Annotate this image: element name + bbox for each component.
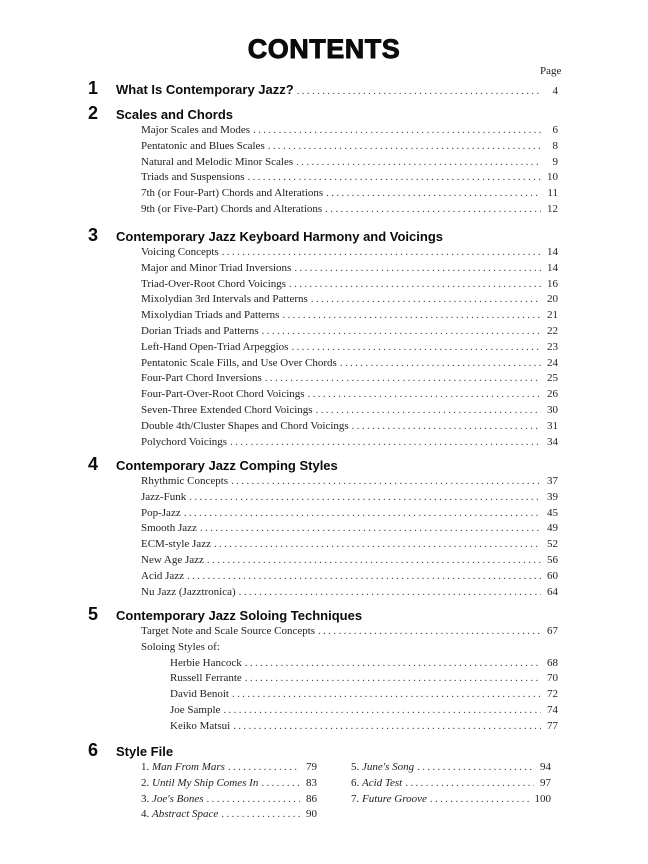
section-1 — [88, 78, 558, 98]
entry-title: Major Scales and Modes — [141, 124, 251, 136]
toc-entry[interactable] — [141, 170, 558, 186]
entry-title: Mixolydian 3rd Intervals and Patterns — [141, 293, 308, 306]
page-number: 77 — [547, 719, 558, 732]
dot-leader — [207, 553, 541, 569]
entry-title: Acid Jazz — [141, 569, 185, 582]
entry-title: Nu Jazz (Jazztronica) — [141, 585, 236, 598]
page-number: 14 — [547, 246, 558, 258]
section-items — [141, 474, 558, 600]
section-title: Contemporary Jazz Soloing Techniques — [116, 608, 363, 623]
entry-number: 7. — [351, 792, 360, 805]
page-number: 97 — [540, 776, 551, 789]
entry-title: Double 4th/Cluster Shapes and Chord Voicings — [141, 419, 349, 432]
dot-leader — [189, 490, 541, 506]
toc-entry[interactable] — [170, 703, 558, 719]
entry-title-text: Acid Test — [362, 776, 403, 789]
dot-leader — [230, 435, 541, 451]
entry-title-text: Man From Mars — [152, 761, 225, 773]
toc-entry[interactable] — [141, 807, 317, 823]
section-number: 3 — [88, 225, 99, 245]
dot-leader — [326, 186, 541, 202]
section-number: 2 — [88, 103, 99, 123]
toc-entry[interactable] — [141, 569, 558, 585]
section-title: Contemporary Jazz Comping Styles — [116, 458, 338, 473]
page-number: 39 — [547, 490, 558, 503]
toc-entry[interactable] — [141, 155, 558, 171]
entry-title — [141, 792, 204, 808]
toc-entry[interactable] — [141, 521, 558, 537]
toc-entry[interactable] — [141, 277, 558, 293]
toc-entry[interactable] — [141, 245, 558, 261]
section-6 — [88, 740, 558, 823]
page-column-label: Page — [540, 65, 562, 77]
page-number: 49 — [547, 522, 558, 535]
page-number: 74 — [547, 703, 558, 716]
page-number: 56 — [547, 553, 558, 566]
page-number: 79 — [306, 761, 317, 773]
style-file-columns — [141, 760, 558, 823]
dot-leader — [248, 170, 542, 186]
section-heading — [88, 225, 558, 245]
dot-leader — [352, 419, 541, 435]
section-heading — [88, 103, 558, 123]
entry-title: Smooth Jazz — [141, 522, 197, 535]
page-number: 16 — [547, 277, 558, 290]
toc-entry[interactable] — [141, 553, 558, 569]
entry-title-text: Abstract Space — [152, 808, 219, 821]
dot-leader — [228, 760, 300, 776]
toc-entry[interactable] — [141, 387, 558, 403]
entry-title: Pentatonic and Blues Scales — [141, 139, 265, 152]
toc-entry[interactable] — [141, 324, 558, 340]
dot-leader — [325, 202, 541, 218]
toc-entry[interactable] — [141, 506, 558, 522]
group-label: Soloing Styles of: — [141, 640, 220, 653]
dot-leader — [184, 506, 541, 522]
page-number: 70 — [547, 672, 558, 685]
section-title: Scales and Chords — [116, 107, 234, 122]
dot-leader — [245, 671, 541, 687]
entry-title: David Benoit — [170, 688, 229, 701]
dot-leader — [405, 776, 534, 792]
page-number: 37 — [547, 475, 558, 487]
entry-title: Pop-Jazz — [141, 506, 181, 519]
entry-title: Target Note and Scale Source Concepts — [141, 625, 316, 637]
dot-leader — [245, 656, 541, 672]
entry-title: Joe Sample — [170, 703, 221, 716]
toc-entry[interactable] — [141, 474, 558, 490]
page-number: 22 — [547, 324, 558, 337]
dot-leader — [265, 371, 541, 387]
toc-entry[interactable] — [141, 435, 558, 451]
page-number: 94 — [540, 761, 551, 773]
entry-title: Triad-Over-Root Chord Voicings — [141, 277, 287, 290]
dot-leader — [200, 521, 541, 537]
toc-entry[interactable] — [141, 776, 317, 792]
entry-title: Four-Part Chord Inversions — [141, 372, 262, 385]
page-title: CONTENTS — [247, 34, 401, 64]
section-title: Contemporary Jazz Keyboard Harmony and Voicings — [116, 229, 443, 244]
toc-entry[interactable] — [141, 490, 558, 506]
toc-entry[interactable] — [141, 202, 558, 218]
style-file-left-column — [141, 760, 317, 823]
page-number: 34 — [547, 435, 558, 448]
page-number: 64 — [547, 585, 558, 598]
page-number: 24 — [547, 356, 558, 369]
entry-title: Voicing Concepts — [141, 246, 219, 258]
toc-entry[interactable] — [141, 371, 558, 387]
toc-entry[interactable] — [351, 776, 551, 792]
toc-entry[interactable] — [170, 671, 558, 687]
toc-entry[interactable] — [351, 760, 551, 776]
entry-title: Triads and Suspensions — [141, 171, 245, 184]
dot-leader — [262, 324, 541, 340]
page-number: 6 — [552, 124, 558, 136]
dot-leader — [222, 245, 541, 261]
page-number: 8 — [552, 139, 558, 152]
entry-title — [141, 776, 258, 792]
page-number: 11 — [547, 187, 558, 200]
entry-title: Polychord Voicings — [141, 435, 228, 448]
entry-number: 5. — [351, 761, 360, 773]
entry-title — [351, 776, 402, 792]
entry-title: Dorian Triads and Patterns — [141, 324, 259, 337]
page-number: 30 — [547, 403, 558, 416]
entry-title: Keiko Matsui — [170, 719, 231, 732]
page-number: 20 — [547, 293, 558, 306]
dot-leader — [294, 261, 541, 277]
section-items — [141, 123, 558, 218]
page-number: 14 — [547, 261, 558, 274]
section-items — [141, 245, 558, 450]
dot-leader — [291, 340, 541, 356]
dot-leader — [214, 537, 541, 553]
dot-leader — [340, 356, 541, 372]
entry-title: New Age Jazz — [141, 553, 204, 566]
dot-leader — [207, 792, 300, 808]
toc-entry[interactable] — [141, 186, 558, 202]
entry-title — [351, 760, 414, 776]
dot-leader — [417, 760, 534, 776]
dot-leader — [239, 585, 541, 601]
dot-leader — [253, 123, 541, 139]
page-number: 67 — [547, 625, 558, 637]
toc-entry[interactable] — [141, 123, 558, 139]
toc-entry[interactable] — [141, 585, 558, 601]
entry-title: Mixolydian Triads and Patterns — [141, 309, 280, 322]
section-number: 1 — [88, 78, 99, 98]
page-number: 21 — [547, 309, 558, 322]
entry-title: Jazz-Funk — [141, 490, 187, 503]
section-3 — [88, 225, 558, 450]
section-title: Style File — [116, 744, 174, 759]
toc-entry[interactable] — [141, 419, 558, 435]
section-2 — [88, 103, 558, 218]
page-number: 52 — [547, 538, 558, 551]
entry-title: Russell Ferrante — [170, 672, 242, 685]
toc-entry[interactable] — [141, 139, 558, 155]
section-number: 6 — [88, 740, 99, 760]
toc-entry[interactable] — [141, 792, 317, 808]
page-number: 45 — [547, 506, 558, 519]
page-number: 10 — [547, 171, 558, 184]
entry-title — [141, 807, 218, 823]
section-heading — [88, 454, 558, 474]
section-title: What Is Contemporary Jazz? — [116, 82, 294, 97]
entry-title: Seven-Three Extended Chord Voicings — [141, 403, 313, 416]
entry-title-text: Until My Ship Comes In — [152, 776, 259, 789]
toc-entry[interactable] — [141, 292, 558, 308]
section-5 — [88, 604, 558, 735]
entry-title: Rhythmic Concepts — [141, 475, 229, 487]
toc-entry[interactable] — [141, 537, 558, 553]
page-number: 26 — [547, 388, 558, 401]
dot-leader — [233, 719, 541, 735]
page-number: 12 — [547, 202, 558, 215]
toc-entry[interactable] — [141, 356, 558, 372]
dot-leader — [289, 277, 541, 293]
dot-leader — [311, 292, 541, 308]
section-4 — [88, 454, 558, 600]
page-number: 83 — [306, 776, 317, 789]
page-number: 72 — [547, 688, 558, 701]
entry-title: Four-Part-Over-Root Chord Voicings — [141, 388, 305, 401]
page-number: 86 — [306, 792, 317, 805]
entry-title — [351, 792, 427, 808]
entry-title-text: Future Groove — [362, 792, 427, 805]
page-number: 23 — [547, 340, 558, 353]
dot-leader — [223, 703, 541, 719]
entry-title-text: June's Song — [362, 761, 415, 773]
toc-entry[interactable] — [141, 403, 558, 419]
entry-title: Major and Minor Triad Inversions — [141, 261, 292, 274]
entry-title: Pentatonic Scale Fills, and Use Over Chords — [141, 356, 337, 369]
entry-title-text: Joe's Bones — [152, 792, 204, 805]
toc-entry[interactable] — [141, 340, 558, 356]
page-number: 60 — [547, 569, 558, 582]
dot-leader — [318, 624, 541, 640]
entry-title: ECM-style Jazz — [141, 538, 211, 551]
entry-title: Herbie Hancock — [170, 656, 242, 669]
toc-entry[interactable] — [351, 792, 551, 808]
entry-title: 7th (or Four-Part) Chords and Alterations — [141, 187, 324, 200]
toc-entry[interactable] — [141, 624, 558, 640]
page-number: 31 — [547, 419, 558, 432]
dot-leader — [231, 474, 541, 490]
dot-leader — [297, 81, 541, 101]
dot-leader — [261, 776, 300, 792]
toc-entry[interactable] — [170, 656, 558, 672]
entry-number: 4. — [141, 808, 150, 821]
section-heading — [88, 604, 558, 624]
dot-leader — [316, 403, 541, 419]
page-number: 90 — [306, 808, 317, 821]
dot-leader — [232, 687, 541, 703]
toc-entry[interactable] — [141, 261, 558, 277]
page-number: 4 — [552, 85, 558, 97]
dot-leader — [268, 139, 541, 155]
dot-leader — [430, 792, 532, 808]
dot-leader — [187, 569, 541, 585]
dot-leader — [296, 155, 541, 171]
entry-number: 6. — [351, 776, 360, 789]
style-file-right-column — [351, 760, 551, 823]
toc-entry[interactable] — [88, 78, 558, 98]
entry-number: 2. — [141, 776, 150, 789]
toc-entry[interactable] — [141, 760, 317, 776]
section-items — [141, 624, 558, 735]
section-heading — [88, 740, 558, 760]
entry-title: Natural and Melodic Minor Scales — [141, 155, 294, 168]
page-number: 100 — [534, 792, 551, 805]
page-number: 68 — [547, 656, 558, 669]
entry-title: Left-Hand Open-Triad Arpeggios — [141, 340, 289, 353]
entry-title: 9th (or Five-Part) Chords and Alterations — [141, 202, 323, 215]
dot-leader — [308, 387, 541, 403]
entry-number: 3. — [141, 792, 150, 805]
dot-leader — [221, 807, 300, 823]
dot-leader — [282, 308, 541, 324]
toc-entry[interactable] — [170, 719, 558, 735]
toc-entry[interactable] — [170, 687, 558, 703]
entry-title — [141, 760, 225, 776]
section-number: 5 — [88, 604, 99, 624]
toc-entry[interactable] — [141, 308, 558, 324]
entry-number: 1. — [141, 761, 150, 773]
page-number: 9 — [552, 155, 558, 168]
section-number: 4 — [88, 454, 99, 474]
page-number: 25 — [547, 372, 558, 385]
